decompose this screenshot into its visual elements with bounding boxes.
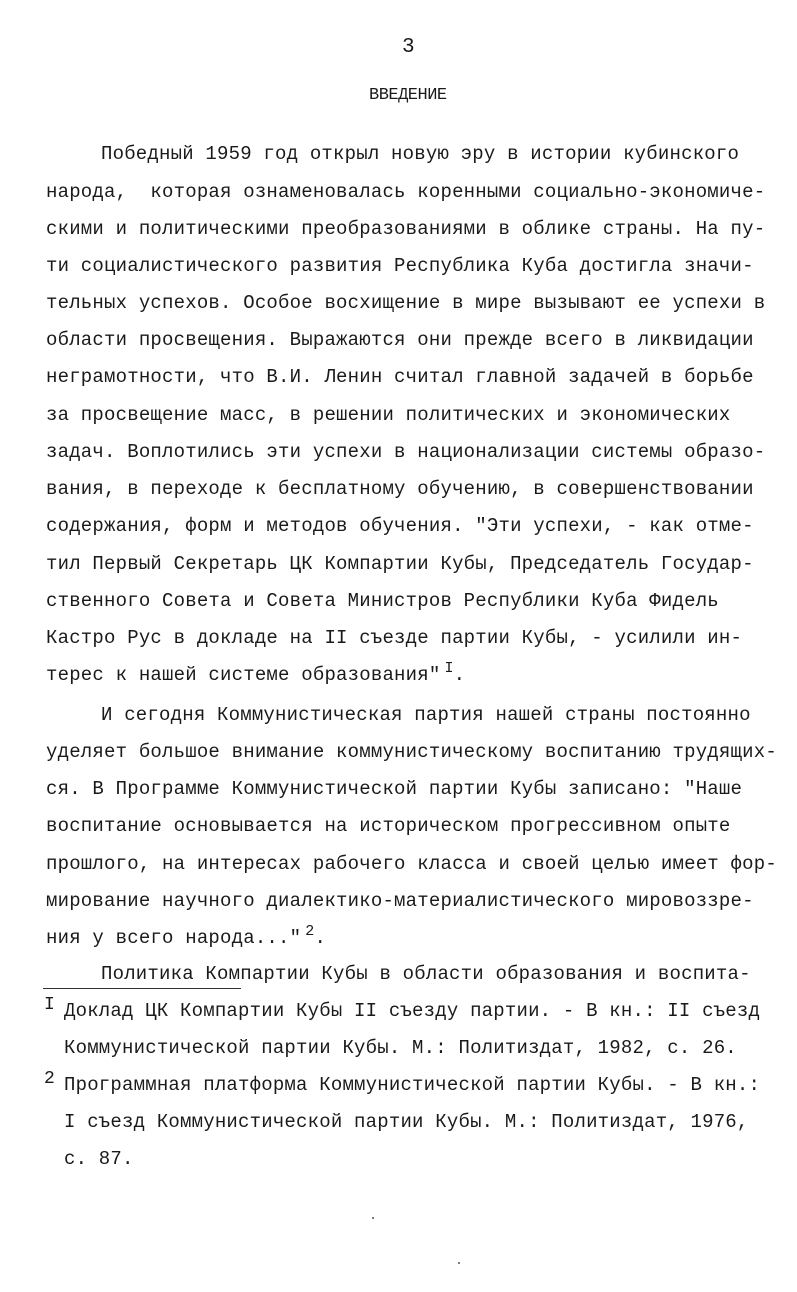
body-line: тил Первый Секретарь ЦК Компартии Кубы, Председатель Государ-	[46, 553, 754, 575]
footnote-line: I съезд Коммунистической партии Кубы. М.: Политиздат, 1976,	[64, 1111, 749, 1133]
body-line: тельных успехов. Особое восхищение в мире вызывают ее успехи в	[46, 292, 766, 314]
body-line: ся. В Программе Коммунистической партии Кубы записано: "Наше	[46, 778, 743, 800]
body-line: Политика Компартии Кубы в области образования и воспита-	[101, 963, 751, 985]
footnote-separator	[43, 988, 241, 989]
body-line: за просвещение масс, в решении политических и экономических	[46, 404, 731, 426]
footnote-ref-1: I	[444, 660, 454, 677]
body-line: ти социалистического развития Республика Куба достигла значи-	[46, 255, 754, 277]
body-line: ственного Совета и Совета Министров Республики Куба Фидель	[46, 590, 719, 612]
footnote-mark-1: I	[44, 995, 55, 1015]
body-line: Кастро Рус в докладе на II съезде партии Кубы, - усилили ин-	[46, 627, 743, 649]
body-line: скими и политическими преобразованиями в облике страны. На пу-	[46, 218, 766, 240]
body-line: вания, в переходе к бесплатному обучению, в совершенствовании	[46, 478, 754, 500]
scan-speck	[458, 1262, 460, 1264]
body-line-text: терес к нашей системе образования"	[46, 664, 441, 686]
sentence-period: .	[453, 664, 466, 686]
footnote-line: Доклад ЦК Компартии Кубы II съезду партии. - В кн.: II съезд	[64, 1000, 761, 1022]
footnote-ref-2: 2	[305, 923, 315, 940]
body-line: неграмотности, что В.И. Ленин считал главной задачей в борьбе	[46, 366, 754, 388]
sentence-period: .	[314, 927, 327, 949]
footnote-line: Коммунистической партии Кубы. М.: Политиздат, 1982, с. 26.	[64, 1037, 737, 1059]
footnote-line: с. 87.	[64, 1148, 134, 1170]
footnote-line: Программная платформа Коммунистической партии Кубы. - В кн.:	[64, 1074, 761, 1096]
scan-speck	[372, 1217, 374, 1219]
body-line: И сегодня Коммунистическая партия нашей страны постоянно	[101, 704, 751, 726]
body-line: содержания, форм и методов обучения. "Эти успехи, - как отме-	[46, 515, 754, 537]
body-line-text: ния у всего народа..."	[46, 927, 302, 949]
body-line: области просвещения. Выражаются они прежде всего в ликвидации	[46, 329, 754, 351]
body-line: уделяет большое внимание коммунистическому воспитанию трудящих-	[46, 741, 777, 763]
body-line: прошлого, на интересах рабочего класса и своей целью имеет фор-	[46, 853, 777, 875]
body-line: Победный 1959 год открыл новую эру в истории кубинского	[101, 143, 740, 165]
page-number: 3	[402, 36, 415, 59]
body-line	[46, 660, 466, 689]
body-line: задач. Воплотились эти успехи в национализации системы образо-	[46, 441, 766, 463]
body-line: народа, которая ознаменовалась коренными социально-экономиче-	[46, 181, 766, 203]
body-line: воспитание основывается на историческом прогрессивном опыте	[46, 815, 731, 837]
section-heading: ВВЕДЕНИЕ	[369, 86, 447, 105]
body-line	[46, 923, 327, 952]
body-line: мирование научного диалектико-материалистического мировоззре-	[46, 890, 754, 912]
footnote-mark-2: 2	[44, 1069, 55, 1089]
